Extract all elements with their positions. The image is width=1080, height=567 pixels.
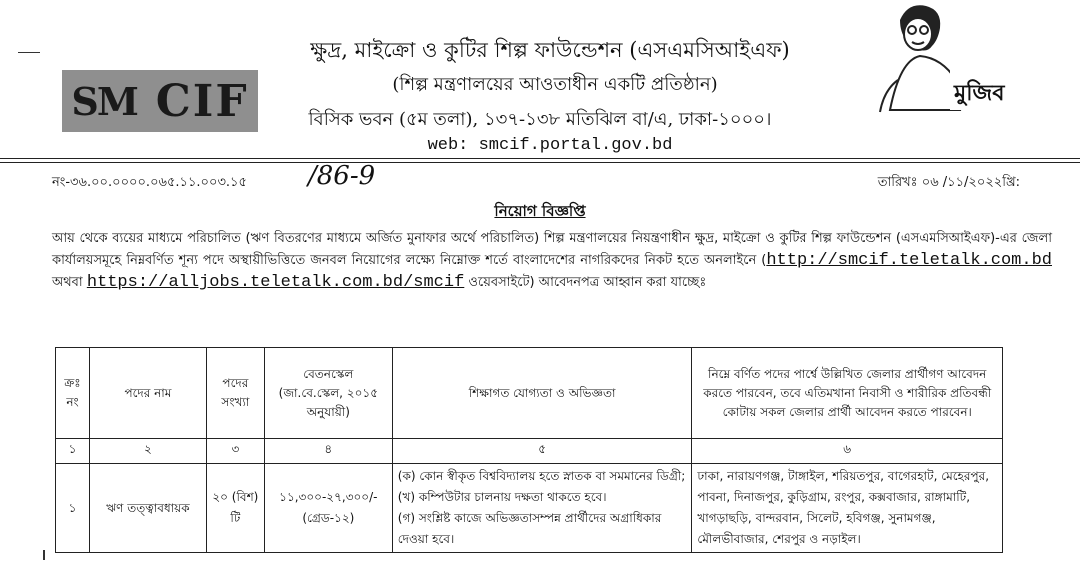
header-pay-scale: বেতনস্কেল (জা.বে.স্কেল, ২০১৫ অনুযায়ী)	[264, 348, 392, 439]
column-number: ৪	[264, 439, 392, 464]
column-number: ৫	[392, 439, 692, 464]
column-number: ২	[89, 439, 206, 464]
notice-body	[52, 228, 1052, 294]
row-districts: ঢাকা, নারায়ণগঞ্জ, টাঙ্গাইল, শরিয়তপুর, বাগেরহাট, মেহেরপুর, পাবনা, দিনাজপুর, কুড়িগ্রাম, রংপুর, কক্সবাজার, রাঙ্গামাটি, খাগড়াছড়ি, বান্দরবান, সিলেট, হবিগঞ্জ, সুনামগঞ্জ, মৌলভীবাজার, শেরপুর ও নড়াইল।	[692, 464, 1003, 553]
qualification-item: (ক) কোন স্বীকৃত বিশ্ববিদ্যালয় হতে স্নাতক বা সমমানের ডিগ্রী;	[397, 469, 686, 483]
header-divider-secondary	[0, 162, 1080, 163]
row-qualification	[392, 464, 692, 553]
scan-mark	[43, 550, 50, 560]
smcif-logo	[62, 70, 258, 132]
header-divider	[0, 158, 1080, 159]
org-website: web: smcif.portal.gov.bd	[427, 136, 673, 155]
table-row	[56, 464, 1003, 553]
column-number-row	[56, 439, 1003, 464]
memo-date: তারিখঃ ০৬ /১১/২০২২খ্রি:	[877, 175, 1020, 190]
logo-text-right: CIF	[155, 75, 249, 127]
row-pay-scale: ১১,৩০০-২৭,৩০০/- (গ্রেড-১২)	[264, 464, 392, 553]
notice-body-end: ওয়েবসাইটে) আবেদনপত্র আহ্বান করা যাচ্ছেঃ	[464, 275, 707, 290]
logo-text-left: SM	[71, 78, 137, 124]
org-subtitle: (শিল্প মন্ত্রণালয়ের আওতাধীন একটি প্রতিষ্ঠান)	[392, 74, 718, 95]
notice-body-text: আয় থেকে ব্যয়ের মাধ্যমে পরিচালিত (ঋণ বিতরণের মাধ্যমে অর্জিত মুনাফার অর্থে পরিচালিত) শিল্প মন্ত্রণালয়ের নিয়ন্ত্রণাধীন ক্ষুদ্র, মাইক্রো ও কুটির শিল্প ফাউন্ডেশন (এসএমসিআইএফ)-এর জেলা কার্যালয়সমূহে নিম্নবর্ণিত শূন্য পদে অস্থায়ীভিত্তিতে জনবল নিয়োগের লক্ষ্যে নিম্নোক্ত শর্তে বাংলাদেশের নাগরিকদের নিকট হতে অনলাইনে (	[52, 231, 1052, 268]
column-number: ১	[56, 439, 90, 464]
org-address: বিসিক ভবন (৫ম তলা), ১৩৭-১৩৮ মতিঝিল বা/এ, ঢাকা-১০০০।	[308, 109, 772, 130]
portrait-caption: মুজিব	[954, 81, 1005, 106]
header-post-name: পদের নাম	[89, 348, 206, 439]
notice-title: নিয়োগ বিজ্ঞপ্তি	[494, 202, 586, 220]
handwritten-number: /86-9	[308, 161, 376, 191]
header-eligibility: নিম্নে বর্ণিত পদের পার্শ্বে উল্লিখিত জেলার প্রার্থীগণ আবেদন করতে পারবেন, তবে এতিমখানা নিবাসী ও শারীরিক প্রতিবন্ধী কোটায় সকল জেলার প্রার্থী আবেদন করতে পারবেন।	[692, 348, 1003, 439]
header-serial: ক্রঃ নং	[56, 348, 90, 439]
qualification-item: (খ) কম্পিউটার চালনায় দক্ষতা থাকতে হবে।	[397, 490, 607, 504]
row-serial: ১	[56, 464, 90, 553]
mujib-portrait-logo	[870, 0, 1010, 120]
row-post-name: ঋণ তত্ত্বাবধায়ক	[89, 464, 206, 553]
column-number: ৬	[692, 439, 1003, 464]
row-post-count: ২০ (বিশ) টি	[206, 464, 264, 553]
org-name: ক্ষুদ্র, মাইক্রো ও কুটির শিল্প ফাউন্ডেশন (এসএমসিআইএফ)	[310, 38, 790, 62]
qualification-item: (গ) সংশ্লিষ্ট কাজে অভিজ্ঞতাসম্পন্ন প্রার্থীদের অগ্রাধিকার দেওয়া হবে।	[397, 511, 662, 546]
vacancy-table	[55, 347, 1003, 553]
teletalk-link[interactable]: http://smcif.teletalk.com.bd	[766, 251, 1052, 270]
header-post-count: পদের সংখ্যা	[206, 348, 264, 439]
alljobs-link[interactable]: https://alljobs.teletalk.com.bd/smcif	[86, 273, 465, 292]
scan-mark	[18, 52, 40, 53]
memo-number: নং-৩৬.০০.০০০০.০৬৫.১১.০০৩.১৫	[52, 175, 247, 190]
header-qualification: শিক্ষাগত যোগ্যতা ও অভিজ্ঞতা	[392, 348, 692, 439]
notice-connector: অথবা	[52, 275, 87, 290]
column-number: ৩	[206, 439, 264, 464]
